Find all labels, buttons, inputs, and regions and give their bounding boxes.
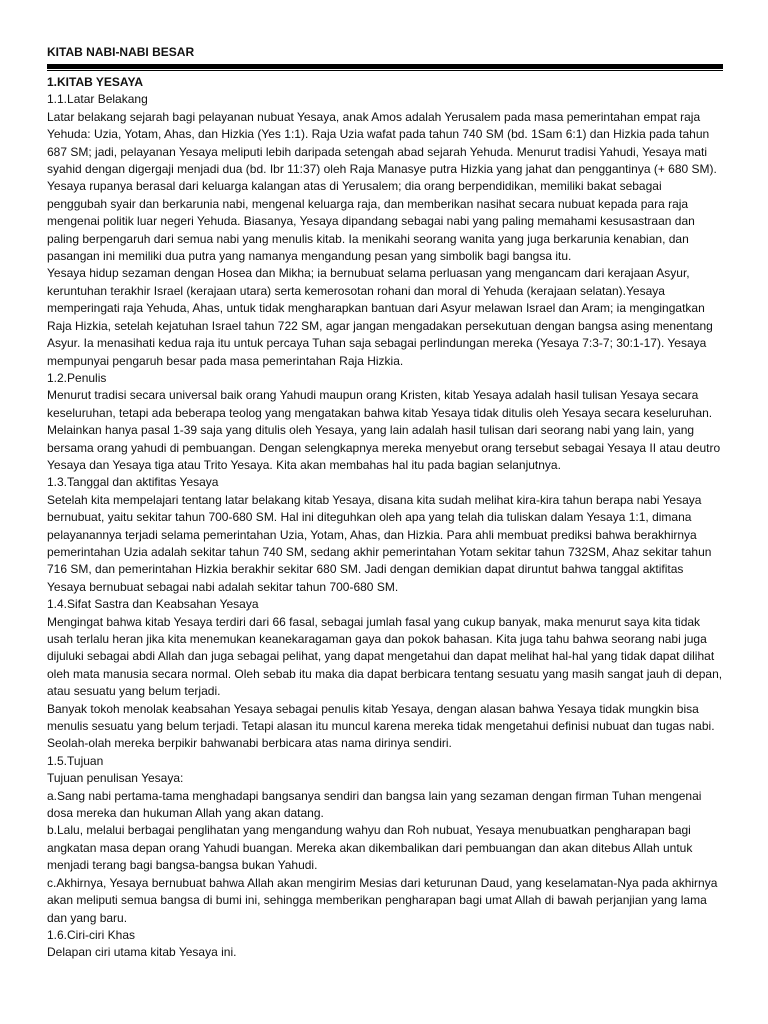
section-penulis (47, 370, 723, 474)
list-item: c.Akhirnya, Yesaya bernubuat bahwa Allah akan mengirim Mesias dari keturunan Daud, yang keselamatan-Nya pada akhirnya akan meliputi semua bangsa di bumi ini, sehingga memberikan pengharapan bagi umat Allah di bawah perjanjian yang lama dan yang baru. (47, 875, 718, 925)
paragraph: Latar belakang sejarah bagi pelayanan nubuat Yesaya, anak Amos adalah Yerusalem pada masa pemerintahan empat raja Yehuda: Uzia, Yotam, Ahas, dan Hizkia (Yes 1:1). Raja Uzia wafat pada tahun 740 SM (bd. 1Sam 6:1) dan Hizkia pada tahun 687 SM; jadi, pelayanan Yesaya meliputi lebih daripada setengah abad sejarah Yehuda. Menurut tradisi Yahudi, Yesaya mati syahid dengan digergaji menjadi dua (bd. Ibr 11:37) oleh Raja Manasye putra Hizkia yang jahat dan penggantinya (+ 680 SM). Yesaya rupanya berasal dari keluarga kalangan atas di Yerusalem; dia orang berpendidikan, memiliki bakat sebagai penggubah syair dan berkarunia nabi, mengenal keluarga raja, dan memberikan nasihat secara nubuat kepada para raja mengenai politik luar negeri Yehuda. Biasanya, Yesaya dipandang sebagai nabi yang paling memahami kesusastraan dan paling berpengaruh dari semua nabi yang menulis kitab. Ia menikahi seorang wanita yang juga berkarunia kenabian, dan pasangan ini memiliki dua putra yang namanya mengandung pesan yang simbolik bagi bangsa itu. (47, 109, 717, 264)
paragraph: Mengingat bahwa kitab Yesaya terdiri dari 66 fasal, sebagai jumlah fasal yang cukup banyak, maka menurut saya kita tidak usah terlalu heran jika kita menemukan keanekaragaman gaya dan pokok bahasan. Kita juga tahu bahwa seorang nabi juga dijuluki sebagai abdi Allah dan juga sebagai pelihat, yang dapat mengetahui dan dapat melihat hal-hal yang tidak dapat dilihat oleh mata manusia secara normal. Oleh sebab itu maka dia dapat berbicara tentang sesuatu yang masih sangat jauh di depan, atau sesuatu yang belum terjadi. (47, 614, 723, 699)
section-heading: 1.6.Ciri-ciri Khas (47, 927, 136, 942)
paragraph: Menurut tradisi secara universal baik orang Yahudi maupun orang Kristen, kitab Yesaya adalah hasil tulisan Yesaya secara keseluruhan, tetapi ada beberapa teolog yang mengatakan bahwa kitab Yesaya tidak ditulis oleh Yesaya secara keseluruhan. Melainkan hanya pasal 1-39 saja yang ditulis oleh Yesaya, yang lain adalah hasil tulisan dari seorang nabi yang lain, yang bersama orang yahudi di pembuangan. Dengan selengkapnya mereka menyebut orang tersebut sebagai Yesaya II atau deutro Yesaya dan Yesaya tiga atau Trito Yesaya. Kita akan membahas hal itu pada bagian selanjutnya. (47, 388, 721, 472)
section-ciri-ciri (47, 927, 723, 962)
section-tanggal (47, 474, 723, 596)
document-title: KITAB NABI-NABI BESAR (47, 45, 195, 59)
section-heading: 1.4.Sifat Sastra dan Keabsahan Yesaya (47, 597, 259, 612)
paragraph: Banyak tokoh menolak keabsahan Yesaya sebagai penulis kitab Yesaya, dengan alasan bahwa Yesaya tidak mungkin bisa menulis sesuatu yang belum terjadi. Tetapi alasan itu muncul karena mereka tidak mengetahui definisi nubuat dan tugas nabi. Seolah-olah mereka berpikir bahwanabi berbicara atas nama dirinya sendiri. (47, 701, 715, 751)
paragraph: Setelah kita mempelajari tentang latar belakang kitab Yesaya, disana kita sudah melihat kira-kira tahun berapa nabi Yesaya bernubuat, yaitu sekitar tahun 700-680 SM. Hal ini diteguhkan oleh apa yang telah dia tuliskan dalam Yesaya 1:1, dimana pelayanannya terjadi selama pemerintahan Uzia, Yotam, Ahas, dan Hizkia. Para ahli membuat prediksi bahwa berakhirnya pemerintahan Uzia adalah sekitar tahun 740 SM, sedang akhir pemerintahan Yotam sekitar tahun 732SM, Ahaz sekitar tahun 716 SM, dan pemerintahan Hizkia berakhir sekitar 680 SM. Jadi dengan demikian dapat diruntut bahwa tanggal aktifitas Yesaya bernubuat sebagai nabi adalah sekitar tahun 700-680 SM. (47, 492, 712, 594)
paragraph: Delapan ciri utama kitab Yesaya ini. (47, 945, 237, 960)
paragraph: Tujuan penulisan Yesaya: (47, 771, 184, 786)
section-heading: 1.3.Tanggal dan aktifitas Yesaya (47, 475, 219, 490)
list-item: b.Lalu, melalui berbagai penglihatan yang mengandung wahyu dan Roh nubuat, Yesaya menubuatkan pengharapan bagi angkatan masa depan orang Yahudi buangan. Mereka akan dikembalikan dari pembuangan dan akan ditebus Allah untuk menjadi terang bagi bangsa-bangsa bukan Yahudi. (47, 823, 693, 873)
section-sifat-sastra (47, 596, 723, 753)
section-tujuan (47, 753, 723, 927)
section-heading: 1.2.Penulis (47, 370, 107, 385)
section-heading: 1.1.Latar Belakang (47, 92, 148, 107)
section-latar-belakang (47, 91, 723, 370)
list-item: a.Sang nabi pertama-tama menghadapi bangsanya sendiri dan bangsa lain yang sezaman dengan firman Tuhan mengenai dosa mereka dan hukuman Allah yang akan datang. (47, 788, 702, 821)
document-page (47, 44, 723, 962)
section-heading: 1.5.Tujuan (47, 753, 104, 768)
paragraph: Yesaya hidup sezaman dengan Hosea dan Mikha; ia bernubuat selama perluasan yang mengancam dari kerajaan Asyur, keruntuhan terakhir Israel (kerajaan utara) serta kemerosotan rohani dan moral di Yehuda (kerajaan selatan).Yesaya memperingati raja Yehuda, Ahas, untuk tidak mengharapkan bantuan dari Asyur melawan Israel dan Aram; ia mengingatkan Raja Hizkia, setelah kejatuhan Israel tahun 722 SM, agar jangan mengadakan persekutuan dengan bangsa asing menentang Asyur. Ia menasihati kedua raja itu untuk percaya Tuhan saja sebagai perlindungan mereka (Yesaya 7:3-7; 30:1-17). Yesaya mempunyai pengaruh besar pada masa pemerintahan Raja Hizkia. (47, 266, 713, 368)
title-divider (47, 64, 723, 69)
chapter-heading: 1.KITAB YESAYA (47, 75, 144, 89)
